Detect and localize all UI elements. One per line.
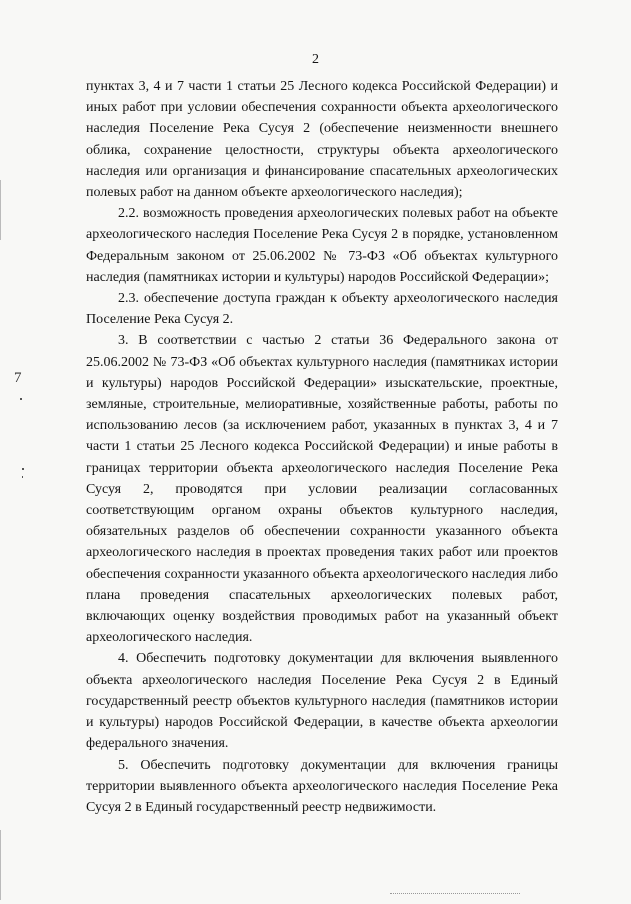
paragraph-5: 5. Обеспечить подготовку документации для включения границы территории выявленного объекта археологического наследия Поселение Река Сусуя 2 в Единый государственный реестр недвижимости. <box>86 757 558 815</box>
document-body <box>86 76 558 818</box>
paragraph-continuation: пунктах 3, 4 и 7 части 1 статьи 25 Лесного кодекса Российской Федерации) и иных работ при условии обеспечения сохранности объекта археологического наследия Поселение Река Сусуя 2 (обеспечение неизменности внешнего облика, сохранение целостности, структуры объекта археологического наследия или организация и финансирование спасательных археологических полевых работ на данном объекте археологического наследия); <box>86 79 558 201</box>
paragraph-2-2: 2.2. возможность проведения археологических полевых работ на объекте археологического наследия Поселение Река Сусуя 2 в порядке, установленном Федеральным законом от 25.06.2002 № 73-ФЗ «Об объектах культурного наследия (памятниках истории и культуры) народов Российской Федерации»; <box>86 206 558 285</box>
scan-speck <box>20 398 22 400</box>
scan-speck <box>22 468 24 470</box>
paragraph-3: 3. В соответствии с частью 2 статьи 36 Федерального закона от 25.06.2002 № 73-ФЗ «Об объектах культурного наследия (памятниках истории и культуры) народов Российской Федерации» изыскательские, проектные, земляные, строительные, мелиоративные, хозяйственные работы, работы по использованию лесов (за исключением работ, указанных в пунктах 3, 4 и 7 части 1 статьи 25 Лесного кодекса Российской Федерации) и иные работы в границах территории объекта археологического наследия Поселение Река Сусуя 2, проводятся при условии реализации согласованных соответствующим органом охраны объектов культурного наследия, обязательных разделов об обеспечении сохранности указанного объекта археологического наследия в проектах проведения таких работ или проектов обеспечения сохранности указанного объекта археологического наследия либо плана проведения спасательных археологических полевых работ, включающих оценку воздействия проводимых работ на указанный объект археологического наследия. <box>86 333 558 646</box>
scan-edge-bottom <box>0 830 1 900</box>
scan-edge-top <box>0 180 1 240</box>
scan-artifact-line <box>390 893 520 894</box>
paragraph-4: 4. Обеспечить подготовку документации для включения выявленного объекта археологического наследия Поселение Река Сусуя 2 в Единый государственный реестр объектов культурного наследия (памятников истории и культуры) народов Российской Федерации, в качестве объекта археологии федерального значения. <box>86 651 558 752</box>
scan-speck <box>22 476 23 478</box>
margin-mark: 7 <box>14 370 22 386</box>
page-number: 2 <box>312 52 319 67</box>
paragraph-2-3: 2.3. обеспечение доступа граждан к объекту археологического наследия Поселение Река Сусуя 2. <box>86 291 558 328</box>
